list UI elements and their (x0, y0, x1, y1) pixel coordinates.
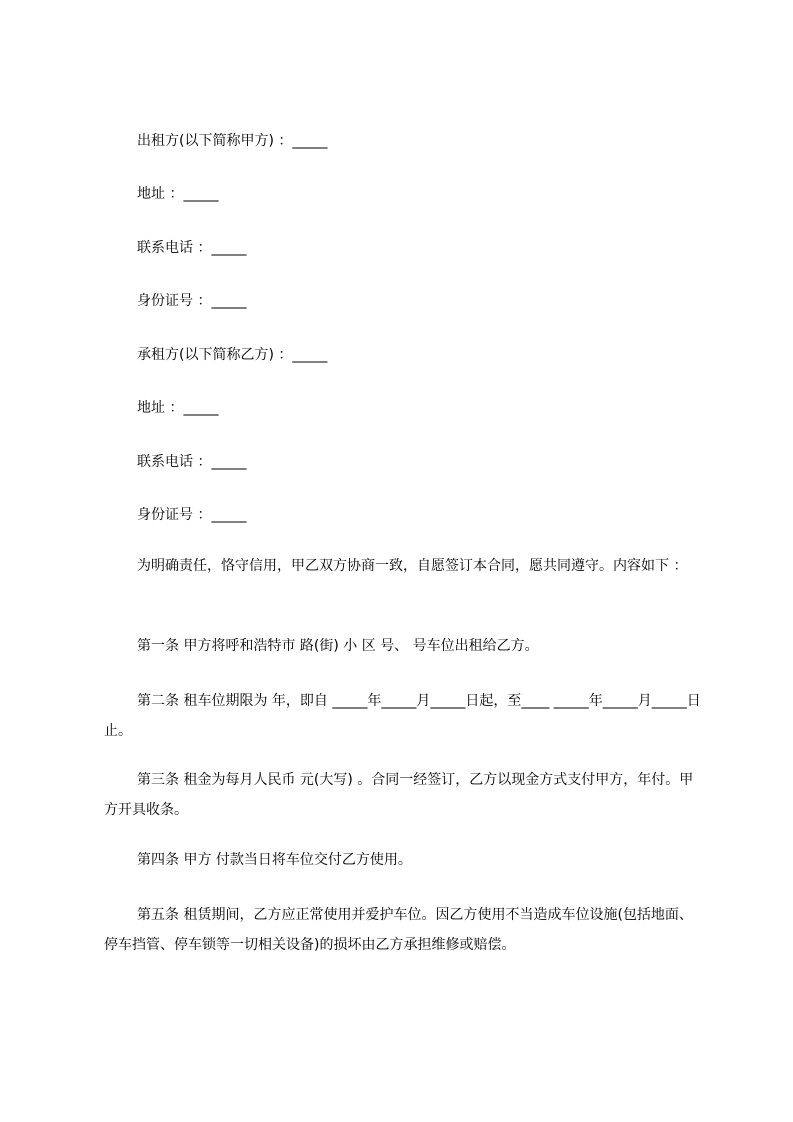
lessee-id-line: 身份证号 ：_____ (137, 507, 247, 523)
lessee-phone-line: 联系电话 ：_____ (137, 454, 247, 470)
intro-paragraph: 为明确责任，恪守信用，甲乙双方协商一致，自愿签订本合同，愿共同遵守。内容如下 ： (137, 558, 688, 574)
lessee-address-line: 地址 ：_____ (137, 400, 219, 416)
article-1: 第一条 甲方将呼和浩特市 路(街) 小 区 号、 号车位出租给乙方。 (137, 638, 539, 654)
article-5: 第五条 租赁期间，乙方应正常使用并爱护车位。因乙方使用不当造成车位设施(包括地面、停车挡管、停车锁等一切相关设备)的损坏由乙方承担维修或赔偿。 (104, 907, 693, 953)
lessor-id-line: 身份证号 ：_____ (137, 293, 247, 309)
article-2: 第二条 租车位期限为 年，即自 _____年_____月_____日起，至____ _____年_____月_____日止。 (104, 693, 701, 739)
lessor-address-line: 地址 ：_____ (137, 186, 219, 202)
lessor-name-line: 出租方(以下简称甲方) ：_____ (137, 133, 328, 149)
article-4: 第四条 甲方 付款当日将车位交付乙方使用。 (137, 852, 412, 868)
lessor-phone-line: 联系电话 ：_____ (137, 240, 247, 256)
lessee-name-line: 承租方(以下简称乙方) ：_____ (137, 347, 328, 363)
article-3: 第三条 租金为每月人民币 元(大写) 。合同一经签订，乙方以现金方式支付甲方，年付。甲方开具收条。 (104, 772, 694, 818)
